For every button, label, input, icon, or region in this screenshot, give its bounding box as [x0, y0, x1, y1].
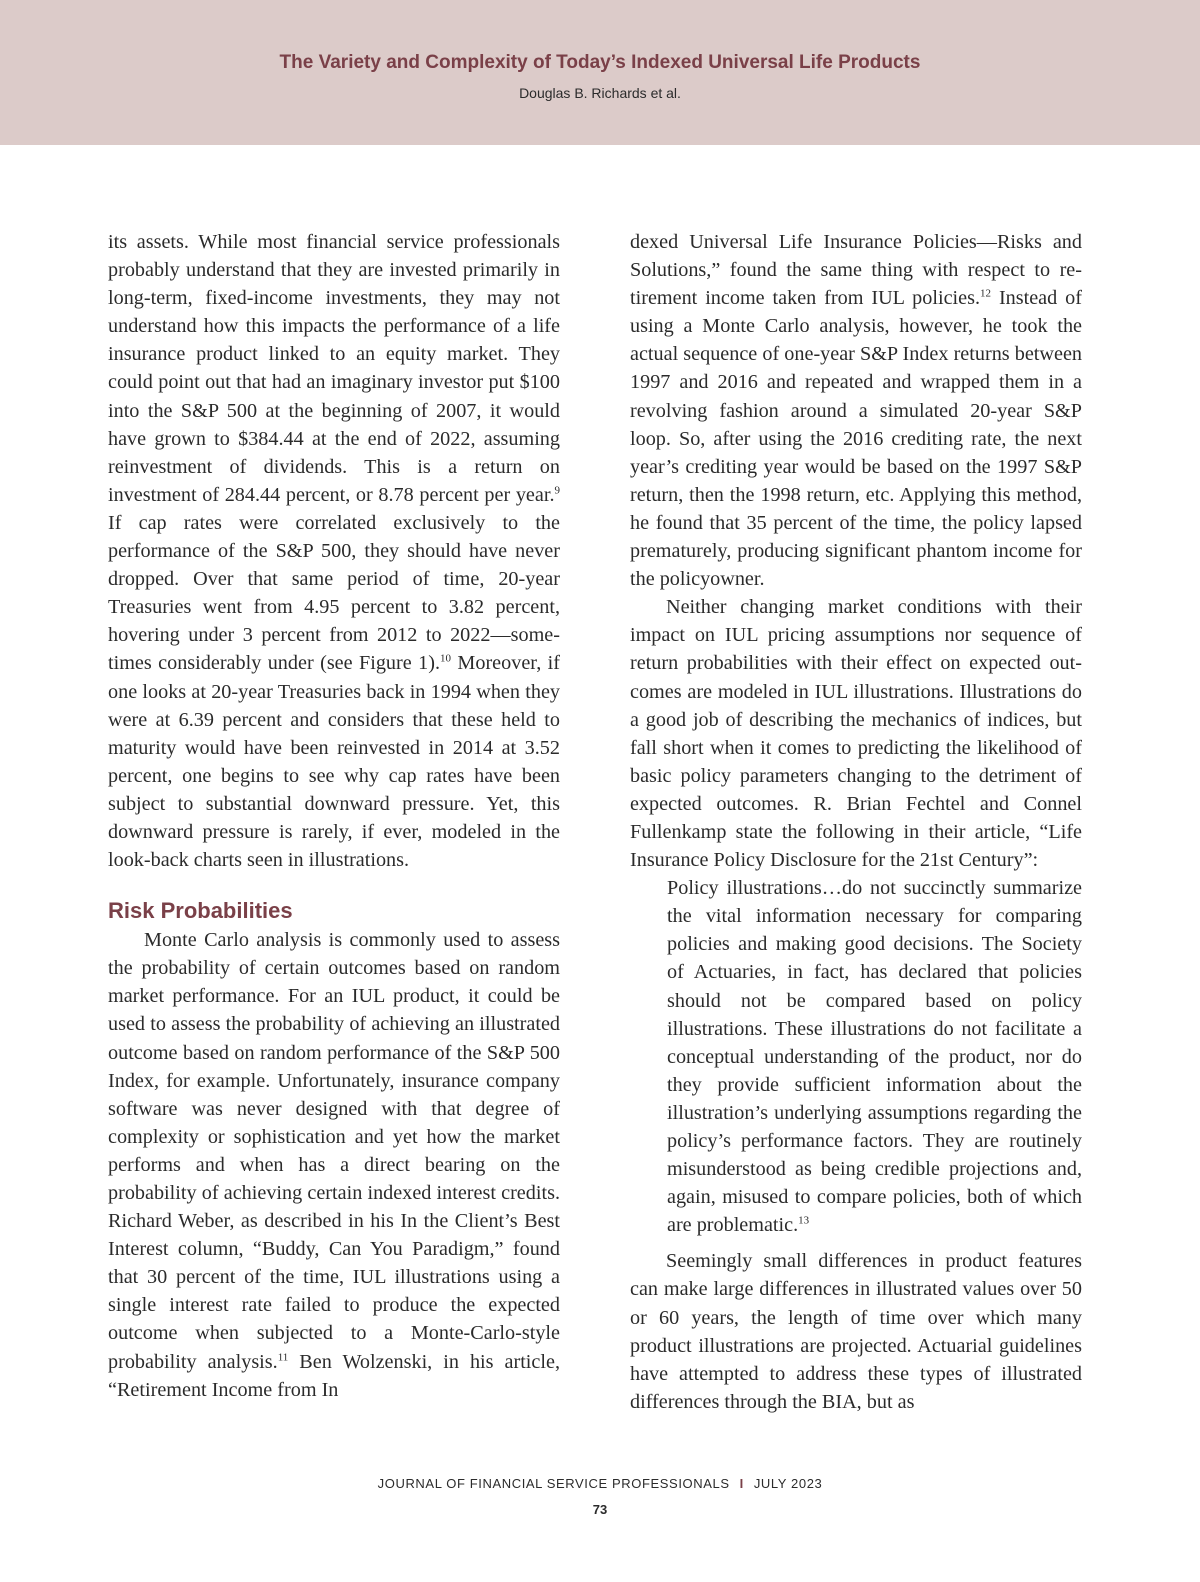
- footnote-ref: 12: [980, 287, 992, 300]
- block-quote: Policy illustrations…do not succinctly summarize the vital information necessary for comparing policies and making good decisions. The Society of Actuaries, in fact, has declared that policies should not be compared based on policy illustrations. These illustrations do not facilitate a conceptual understanding of the product, nor do they provide sufficient information about the illustration’s underlying assumptions regarding the policy’s performance factors. They are routinely misunderstood as being credible projections and, again, misused to compare policies, both of which are problematic.$^{13}$: [667, 877, 1082, 1237]
- left-column: [108, 228, 560, 1404]
- right-column: [630, 228, 1082, 1416]
- paragraph: Neither changing market conditions with their impact on IUL pricing assumptions nor sequence of return probabilities with their effect on expected outcomes are modeled in IUL illustrations. Illustrations do a good job of describing the mechanics of indices, but fall short when it comes to predicting the likelihood of basic policy parameters changing to the detriment of expected outcomes. R. Brian Fechtel and Connel Fullenkamp state the following in their article, “Life Insurance Policy Disclosure for the 21st Century”:: [630, 596, 1082, 872]
- issue-date: JULY 2023: [753, 1476, 823, 1491]
- paragraph: Monte Carlo analysis is commonly used to assess the probability of certain outcomes based on random market performance. For an IUL product, it could be used to assess the probability of achieving an illustrated outcome based on random performance of the S&P 500 Index, for example. Unfortunately, insurance company software was never designed with that degree of complexity or sophistication and yet how the market performs and when has a direct bearing on the probability of achieving certain indexed interest credits. Richard Weber, as described in his In the Client’s Best Interest column, “Buddy, Can You Paradigm,” found that 30 percent of the time, IUL illustrations using a single interest rate failed to produce the expected outcome when subjected to a Monte-Carlo-style probability analysis.$^{11}$ Ben Wolzenski, in his article, “Retirement Income from In: [108, 929, 560, 1401]
- footnote-ref: 13: [798, 1214, 810, 1227]
- footnote-ref: 9: [554, 484, 560, 497]
- journal-name: JOURNAL OF FINANCIAL SERVICE PROFESSIONALS: [377, 1476, 730, 1491]
- footer-separator: I: [739, 1476, 744, 1491]
- article-title: The Variety and Complexity of Today’s Indexed Universal Life Products: [279, 52, 921, 73]
- page-header: [0, 0, 1200, 145]
- page-number: 73: [592, 1502, 608, 1517]
- paragraph: dexed Universal Life Insurance Policies—Risks and Solutions,” found the same thing with respect to retirement income taken from IUL policies.$^{12}$ Instead of using a Monte Carlo analysis, however, he took the actual sequence of one-year S&P Index returns between 1997 and 2016 and repeated and wrapped them in a revolving fashion around a simulated 20-year S&P loop. So, after using the 2016 crediting rate, the next year’s crediting year would be based on the 1997 S&P return, then the 1998 return, etc. Applying this method, he found that 35 percent of the time, the policy lapsed prematurely, producing significant phantom income for the policyowner.: [630, 231, 1082, 591]
- paragraph: its assets. While most financial service professionals probably understand that they are invested primarily in long-term, fixed-income investments, they may not understand how this impacts the performance of a life insurance product linked to an equity market. They could point out that had an imaginary investor put $100 into the S&P 500 at the beginning of 2007, it would have grown to $384.44 at the end of 2022, assuming reinvestment of dividends. This is a return on investment of 284.44 percent, or 8.78 percent per year.$^9$ If cap rates were correlated exclusively to the performance of the S&P 500, they should have never dropped. Over that same period of time, 20-year Treasuries went from 4.95 percent to 3.82 percent, hovering under 3 percent from 2012 to 2022—sometimes considerably under (see Figure 1).$^{10}$ Moreover, if one looks at 20-year Treasuries back in 1994 when they were at 6.39 percent and considers that these held to maturity would have been reinvested in 2014 at 3.52 percent, one begins to see why cap rates have been subject to substantial downward pressure. Yet, this downward pressure is rarely, if ever, modeled in the look-back charts seen in illustrations.: [108, 231, 560, 872]
- article-authors: Douglas B. Richards et al.: [519, 85, 681, 101]
- page-footer: [0, 1476, 1200, 1491]
- paragraph: Seemingly small differences in product features can make large differences in illustrated values over 50 or 60 years, the length of time over which many product illustrations are projected. Actuarial guidelines have attempted to address these types of illustrated differences through the BIA, but as: [630, 1250, 1082, 1413]
- footnote-ref: 10: [440, 652, 451, 665]
- section-heading: Risk Probabilities: [108, 898, 293, 924]
- footnote-ref: 11: [277, 1350, 289, 1363]
